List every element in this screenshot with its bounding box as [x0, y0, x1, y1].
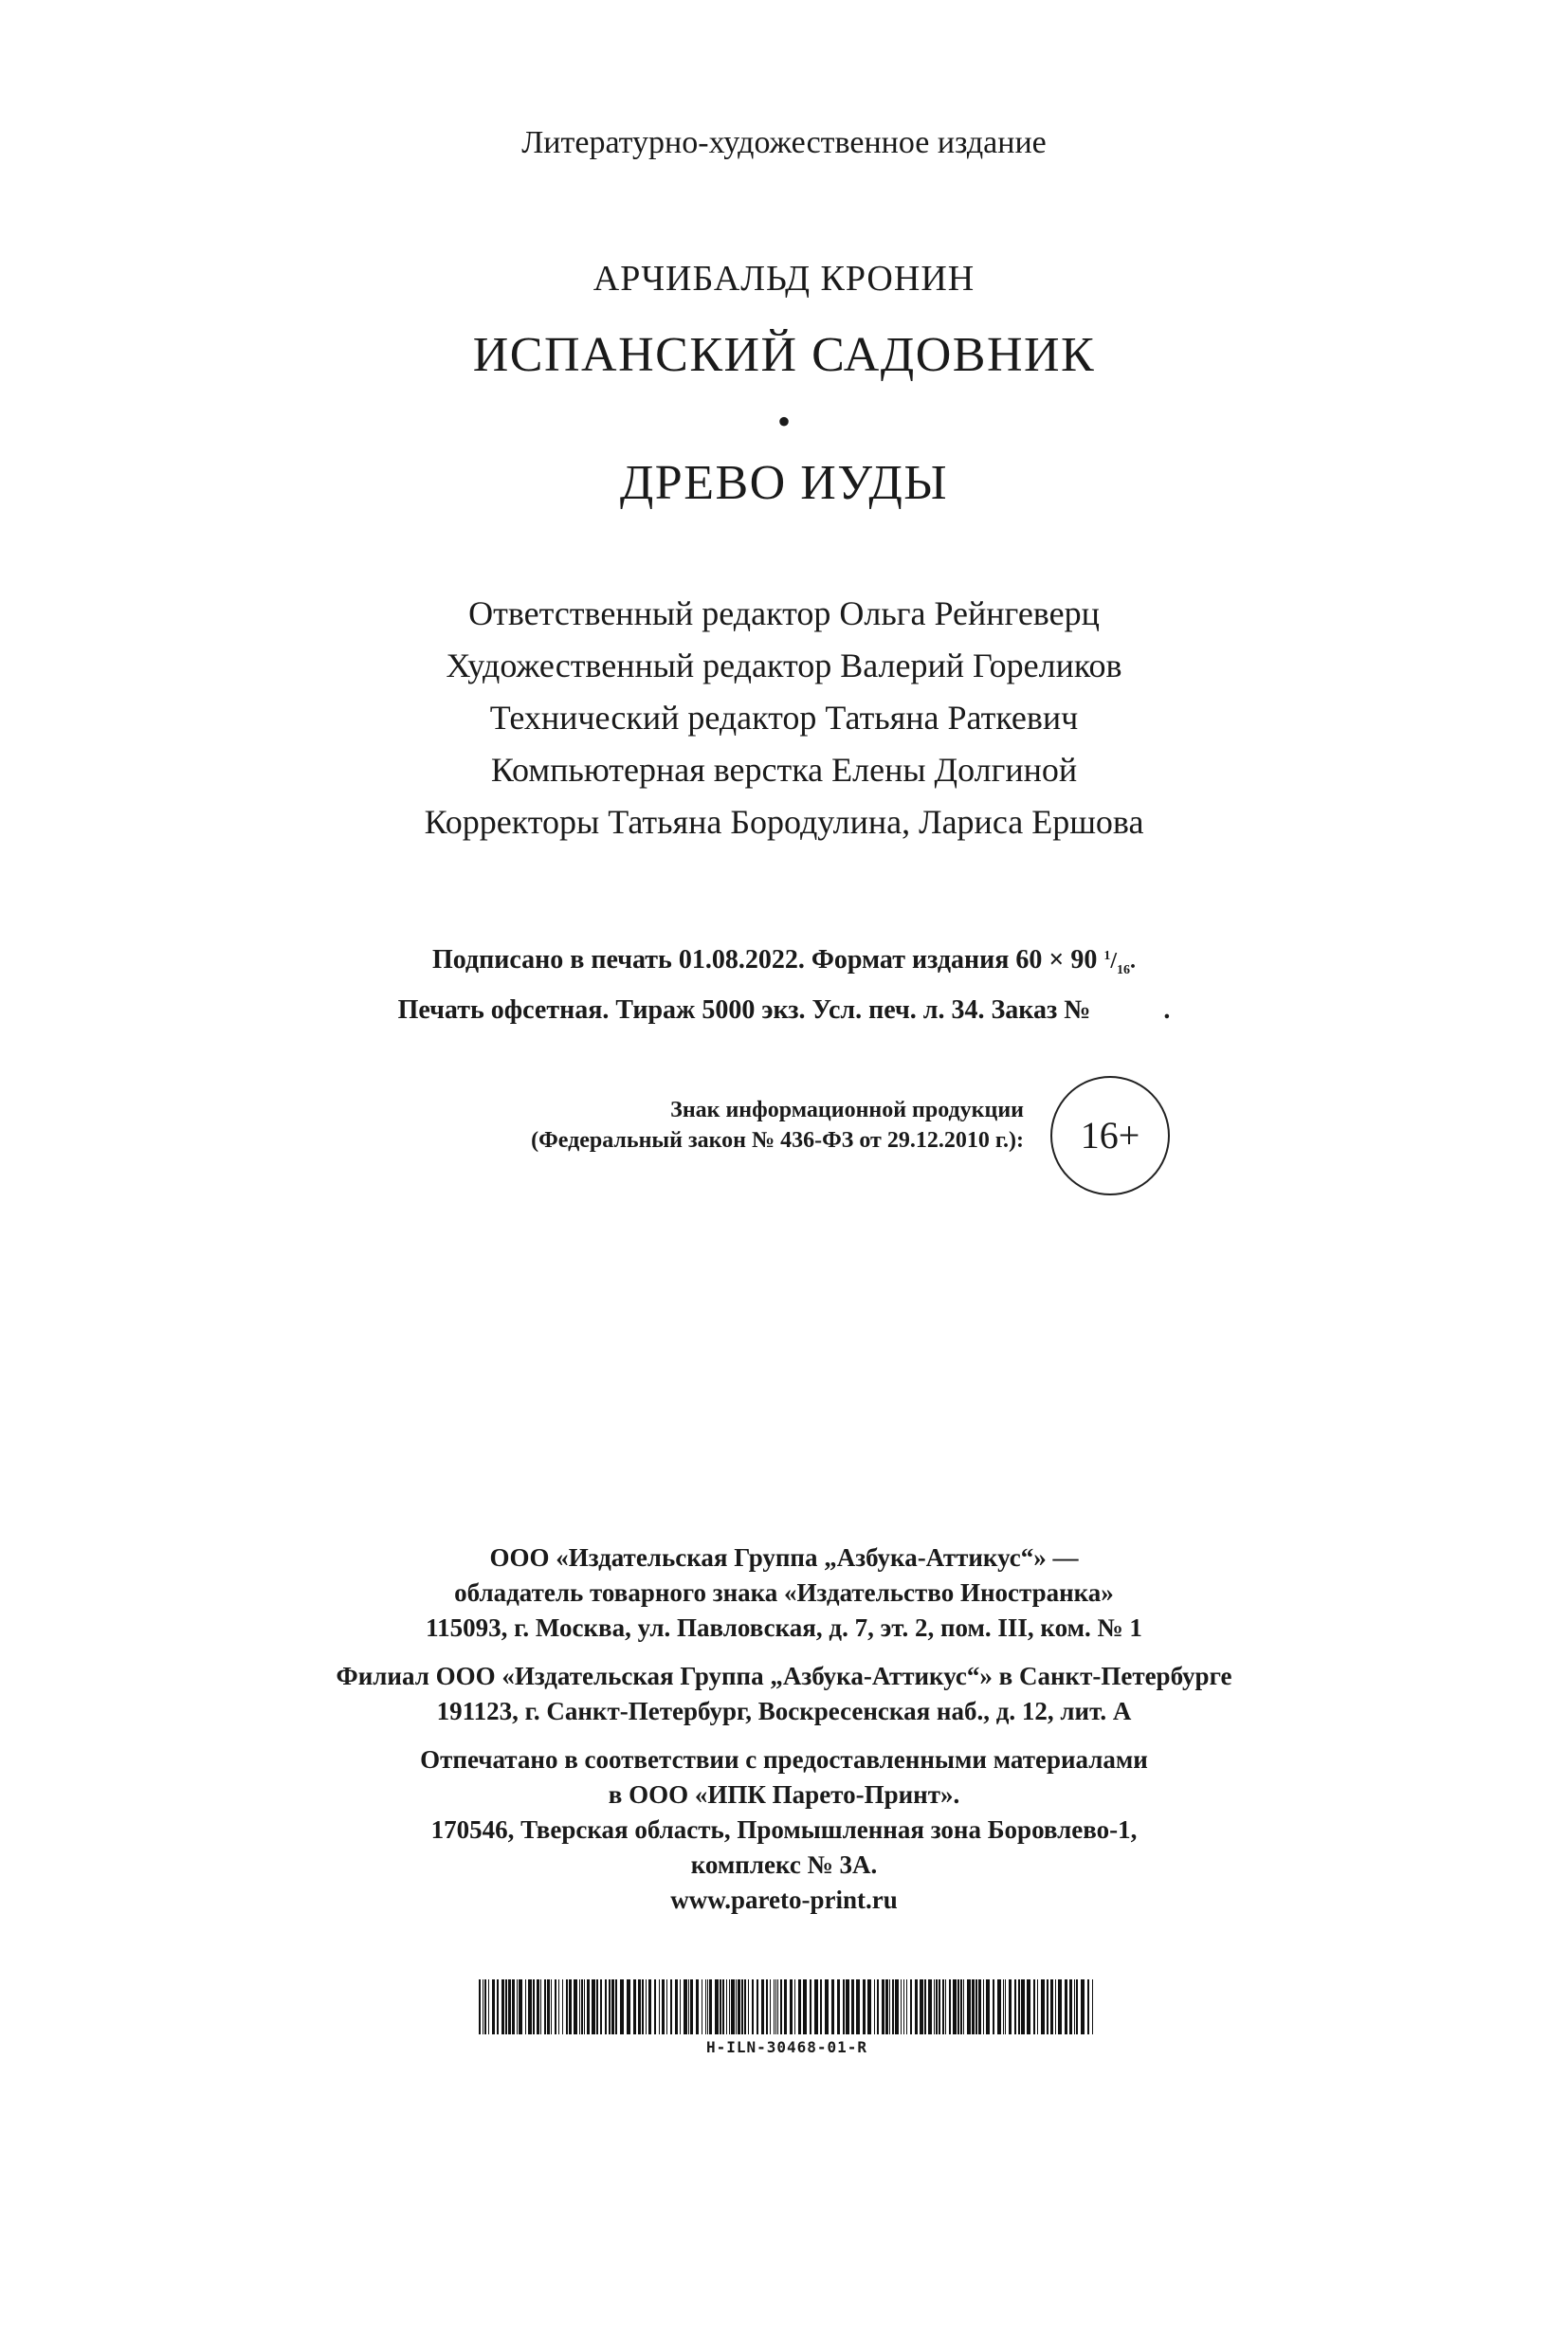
barcode-bar: [1081, 1979, 1085, 2034]
barcode-bar: [512, 1979, 515, 2034]
barcode-bar: [1014, 1979, 1016, 2034]
barcode-bar: [566, 1979, 568, 2034]
barcode-bar: [1027, 1979, 1030, 2034]
barcode-bar: [843, 1979, 845, 2034]
barcode-bar: [784, 1979, 787, 2034]
barcode-bar: [666, 1979, 667, 2034]
barcode-bar: [720, 1979, 721, 2034]
barcode-bar: [803, 1979, 807, 2034]
barcode-bar: [770, 1979, 771, 2034]
barcode-bar: [942, 1979, 944, 2034]
barcode-bar: [615, 1979, 617, 2034]
barcode-bar: [774, 1979, 775, 2034]
book-title-2: ДРЕВО ИУДЫ: [619, 456, 949, 510]
barcode-bar: [846, 1979, 849, 2034]
barcode-bar: [895, 1979, 899, 2034]
barcode-bar: [662, 1979, 665, 2034]
barcode-bar: [903, 1979, 904, 2034]
barcode-bar: [934, 1979, 935, 2034]
publisher-info: [0, 1540, 1568, 1931]
barcode-bar: [963, 1979, 964, 2034]
barcode-bar: [993, 1979, 994, 2034]
barcode-bar: [525, 1979, 526, 2034]
barcode-bar: [587, 1979, 590, 2034]
barcode-bar: [488, 1979, 489, 2034]
barcode-bar: [620, 1979, 624, 2034]
barcode-bar: [501, 1979, 504, 2034]
barcode-bar: [1033, 1979, 1035, 2034]
publisher-line: 115093, г. Москва, ул. Павловская, д. 7, эт. 2, пом. III, ком. № 1: [426, 1613, 1142, 1642]
barcode-bar: [492, 1979, 495, 2034]
barcode-bar: [1018, 1979, 1020, 2034]
barcode-bar: [906, 1979, 907, 2034]
barcode-bar: [831, 1979, 834, 2034]
barcode-bar: [605, 1979, 607, 2034]
barcode-bar: [551, 1979, 552, 2034]
barcode-bar: [741, 1979, 743, 2034]
barcode-bar: [1058, 1979, 1062, 2034]
credit-line: Корректоры Татьяна Бородулина, Лариса Ершова: [424, 803, 1144, 841]
barcode-bar: [738, 1979, 740, 2034]
barcode-bar: [596, 1979, 598, 2034]
publisher-line: ООО «Издательская Группа „Азбука-Аттикус“» —: [489, 1543, 1079, 1572]
barcode-bar: [863, 1979, 866, 2034]
barcode-bar: [555, 1979, 556, 2034]
barcode-bar: [972, 1979, 975, 2034]
barcode-bar: [670, 1979, 672, 2034]
barcode-bar: [715, 1979, 719, 2034]
barcode-bar: [910, 1979, 912, 2034]
barcode-bar: [960, 1979, 962, 2034]
publisher-block-2: [0, 1659, 1568, 1729]
credit-line: Художественный редактор Валерий Гореликов: [446, 647, 1122, 684]
barcode-bar: [1047, 1979, 1048, 2034]
info-sign-text: [398, 1095, 1024, 1156]
barcode-bar: [533, 1979, 535, 2034]
format-denominator: 16: [1117, 962, 1131, 977]
print-info-end: .: [1163, 994, 1171, 1025]
barcode-bar: [882, 1979, 884, 2034]
barcode-bar: [851, 1979, 854, 2034]
barcode-bar: [705, 1979, 706, 2034]
barcode-bar: [1074, 1979, 1075, 2034]
barcode-bar: [659, 1979, 660, 2034]
barcode-bar: [528, 1979, 532, 2034]
barcode-bar: [646, 1979, 647, 2034]
barcode-block: [474, 1979, 1100, 2056]
barcode-bar: [558, 1979, 559, 2034]
barcode-bar: [901, 1979, 902, 2034]
barcode-icon: [479, 1979, 1095, 2034]
barcode-bar: [609, 1979, 611, 2034]
barcode-bar: [497, 1979, 499, 2034]
credit-line: Технический редактор Татьяна Раткевич: [489, 699, 1079, 737]
barcode-bar: [584, 1979, 585, 2034]
barcode-bar: [949, 1979, 951, 2034]
printer-line: в ООО «ИПК Парето-Принт».: [608, 1780, 960, 1809]
barcode-bar: [1050, 1979, 1053, 2034]
edition-type: Литературно-художественное издание: [521, 125, 1047, 160]
barcode-bar: [680, 1979, 681, 2034]
barcode-bar: [928, 1979, 932, 2034]
barcode-bar: [709, 1979, 712, 2034]
barcode-bar: [600, 1979, 602, 2034]
barcode-bar: [688, 1979, 689, 2034]
barcode-bar: [519, 1979, 522, 2034]
barcode-bar: [648, 1979, 651, 2034]
barcode-bar: [592, 1979, 595, 2034]
barcode-bar: [889, 1979, 890, 2034]
print-info-line-2: [0, 991, 1568, 1030]
book-title-1: ИСПАНСКИЙ САДОВНИК: [472, 328, 1096, 382]
barcode-bar: [877, 1979, 879, 2034]
barcode-bar: [1087, 1979, 1089, 2034]
barcode-bar: [892, 1979, 894, 2034]
barcode-bar: [479, 1979, 481, 2034]
publisher-line: Филиал ООО «Издательская Группа „Азбука-Аттикус“» в Санкт-Петербурге: [336, 1662, 1232, 1690]
barcode-bar: [761, 1979, 764, 2034]
publisher-line: 191123, г. Санкт-Петербург, Воскресенская наб., д. 12, лит. А: [436, 1697, 1132, 1725]
format-fraction: $^1/_{16}$.: [1103, 949, 1137, 977]
barcode-bar: [1069, 1979, 1072, 2034]
printer-website: www.pareto-print.ru: [670, 1886, 898, 1914]
barcode-bar: [611, 1979, 614, 2034]
barcode-bar: [579, 1979, 580, 2034]
barcode-bar: [986, 1979, 990, 2034]
barcode-bar: [744, 1979, 746, 2034]
barcode-bar: [722, 1979, 724, 2034]
barcode-bar: [1021, 1979, 1025, 2034]
barcode-bar: [837, 1979, 840, 2034]
barcode-bar: [696, 1979, 699, 2034]
barcode-bar: [997, 1979, 1001, 2034]
info-sign-line-2: (Федеральный закон № 436-ФЗ от 29.12.2010 г.):: [531, 1128, 1024, 1153]
publisher-line: обладатель товарного знака «Издательство Иностранка»: [454, 1578, 1114, 1607]
format-numerator: 1: [1103, 949, 1111, 963]
barcode-bar: [810, 1979, 811, 2034]
info-sign-row: [0, 1076, 1568, 1209]
barcode-bar: [936, 1979, 938, 2034]
barcode-bar: [967, 1979, 971, 2034]
barcode-bar: [752, 1979, 754, 2034]
barcode-bar: [777, 1979, 778, 2034]
printer-block: [0, 1742, 1568, 1918]
barcode-bar: [684, 1979, 687, 2034]
barcode-bar: [945, 1979, 946, 2034]
barcode-bar: [1003, 1979, 1004, 2034]
barcode-bar: [1076, 1979, 1078, 2034]
barcode-bar: [748, 1979, 749, 2034]
printer-line: 170546, Тверская область, Промышленная зона Боровлево-1,: [430, 1815, 1138, 1844]
barcode-bar: [975, 1979, 977, 2034]
barcode-bar: [544, 1979, 546, 2034]
barcode-bar: [633, 1979, 636, 2034]
barcode-bar: [726, 1979, 727, 2034]
barcode-bar: [790, 1979, 793, 2034]
barcode-bar: [707, 1979, 708, 2034]
author-name: АРЧИБАЛЬД КРОНИН: [593, 259, 975, 299]
barcode-bar: [766, 1979, 768, 2034]
barcode-bar: [569, 1979, 572, 2034]
printer-line: комплекс № 3А.: [690, 1850, 878, 1879]
barcode-bar: [874, 1979, 875, 2034]
barcode-bar: [537, 1979, 539, 2034]
barcode-bar: [825, 1979, 829, 2034]
title-separator: •: [776, 400, 791, 443]
barcode-bar: [780, 1979, 782, 2034]
print-info: [0, 937, 1568, 1030]
barcode-bar: [505, 1979, 507, 2034]
barcode-bar: [736, 1979, 737, 2034]
barcode-bar: [915, 1979, 918, 2034]
barcode-bar: [581, 1979, 583, 2034]
barcode-bar: [574, 1979, 577, 2034]
barcode-bar: [1055, 1979, 1056, 2034]
barcode-bar: [820, 1979, 822, 2034]
barcode-bar: [978, 1979, 981, 2034]
print-info-text-1: Подписано в печать 01.08.2022. Формат издания 60 × 90: [431, 945, 1098, 975]
barcode-bar: [1065, 1979, 1067, 2034]
barcode-bar: [798, 1979, 801, 2034]
barcode-bar: [1009, 1979, 1012, 2034]
barcode-bar: [690, 1979, 693, 2034]
barcode-bar: [675, 1979, 678, 2034]
barcode-bar: [547, 1979, 550, 2034]
barcode-bar: [856, 1979, 860, 2034]
barcode-bar: [540, 1979, 541, 2034]
printer-line: Отпечатано в соответствии с предоставленными материалами: [420, 1745, 1148, 1774]
barcode-bar: [939, 1979, 940, 2034]
barcode-bar: [642, 1979, 644, 2034]
barcode-bar: [1005, 1979, 1006, 2034]
barcode-bar: [562, 1979, 563, 2034]
print-info-line-1: [0, 937, 1568, 991]
barcode-label: H-ILN-30468-01-R: [705, 2038, 868, 2056]
barcode-bar: [814, 1979, 818, 2034]
barcode-bar: [775, 1979, 776, 2034]
barcode-bar: [920, 1979, 923, 2034]
barcode-bar: [1041, 1979, 1045, 2034]
barcode-bar: [957, 1979, 959, 2034]
publisher-block-1: [0, 1540, 1568, 1646]
print-info-text-2: Печать офсетная. Тираж 5000 экз. Усл. печ. л. 34. Заказ №: [397, 994, 1091, 1025]
barcode-bar: [1037, 1979, 1038, 2034]
barcode-bar: [885, 1979, 888, 2034]
barcode-bar: [484, 1979, 486, 2034]
barcode-bar: [729, 1979, 730, 2034]
barcode-bar: [1092, 1979, 1093, 2034]
barcode-bar: [794, 1979, 795, 2034]
barcode-bar: [953, 1979, 957, 2034]
info-sign-line-1: Знак информационной продукции: [670, 1098, 1024, 1122]
barcode-bar: [867, 1979, 871, 2034]
barcode-bar: [924, 1979, 926, 2034]
credit-line: Компьютерная верстка Елены Долгиной: [490, 751, 1078, 789]
barcode-bar: [508, 1979, 511, 2034]
barcode-bar: [757, 1979, 758, 2034]
barcode-bar: [517, 1979, 518, 2034]
age-rating-badge: 16+: [1050, 1076, 1170, 1195]
barcode-bar: [638, 1979, 641, 2034]
credit-line: Ответственный редактор Ольга Рейнгеверц: [468, 594, 1100, 632]
barcode-bar: [731, 1979, 735, 2034]
barcode-bar: [654, 1979, 656, 2034]
barcode-bar: [983, 1979, 984, 2034]
credits-list: [0, 588, 1568, 848]
barcode-bar: [627, 1979, 630, 2034]
